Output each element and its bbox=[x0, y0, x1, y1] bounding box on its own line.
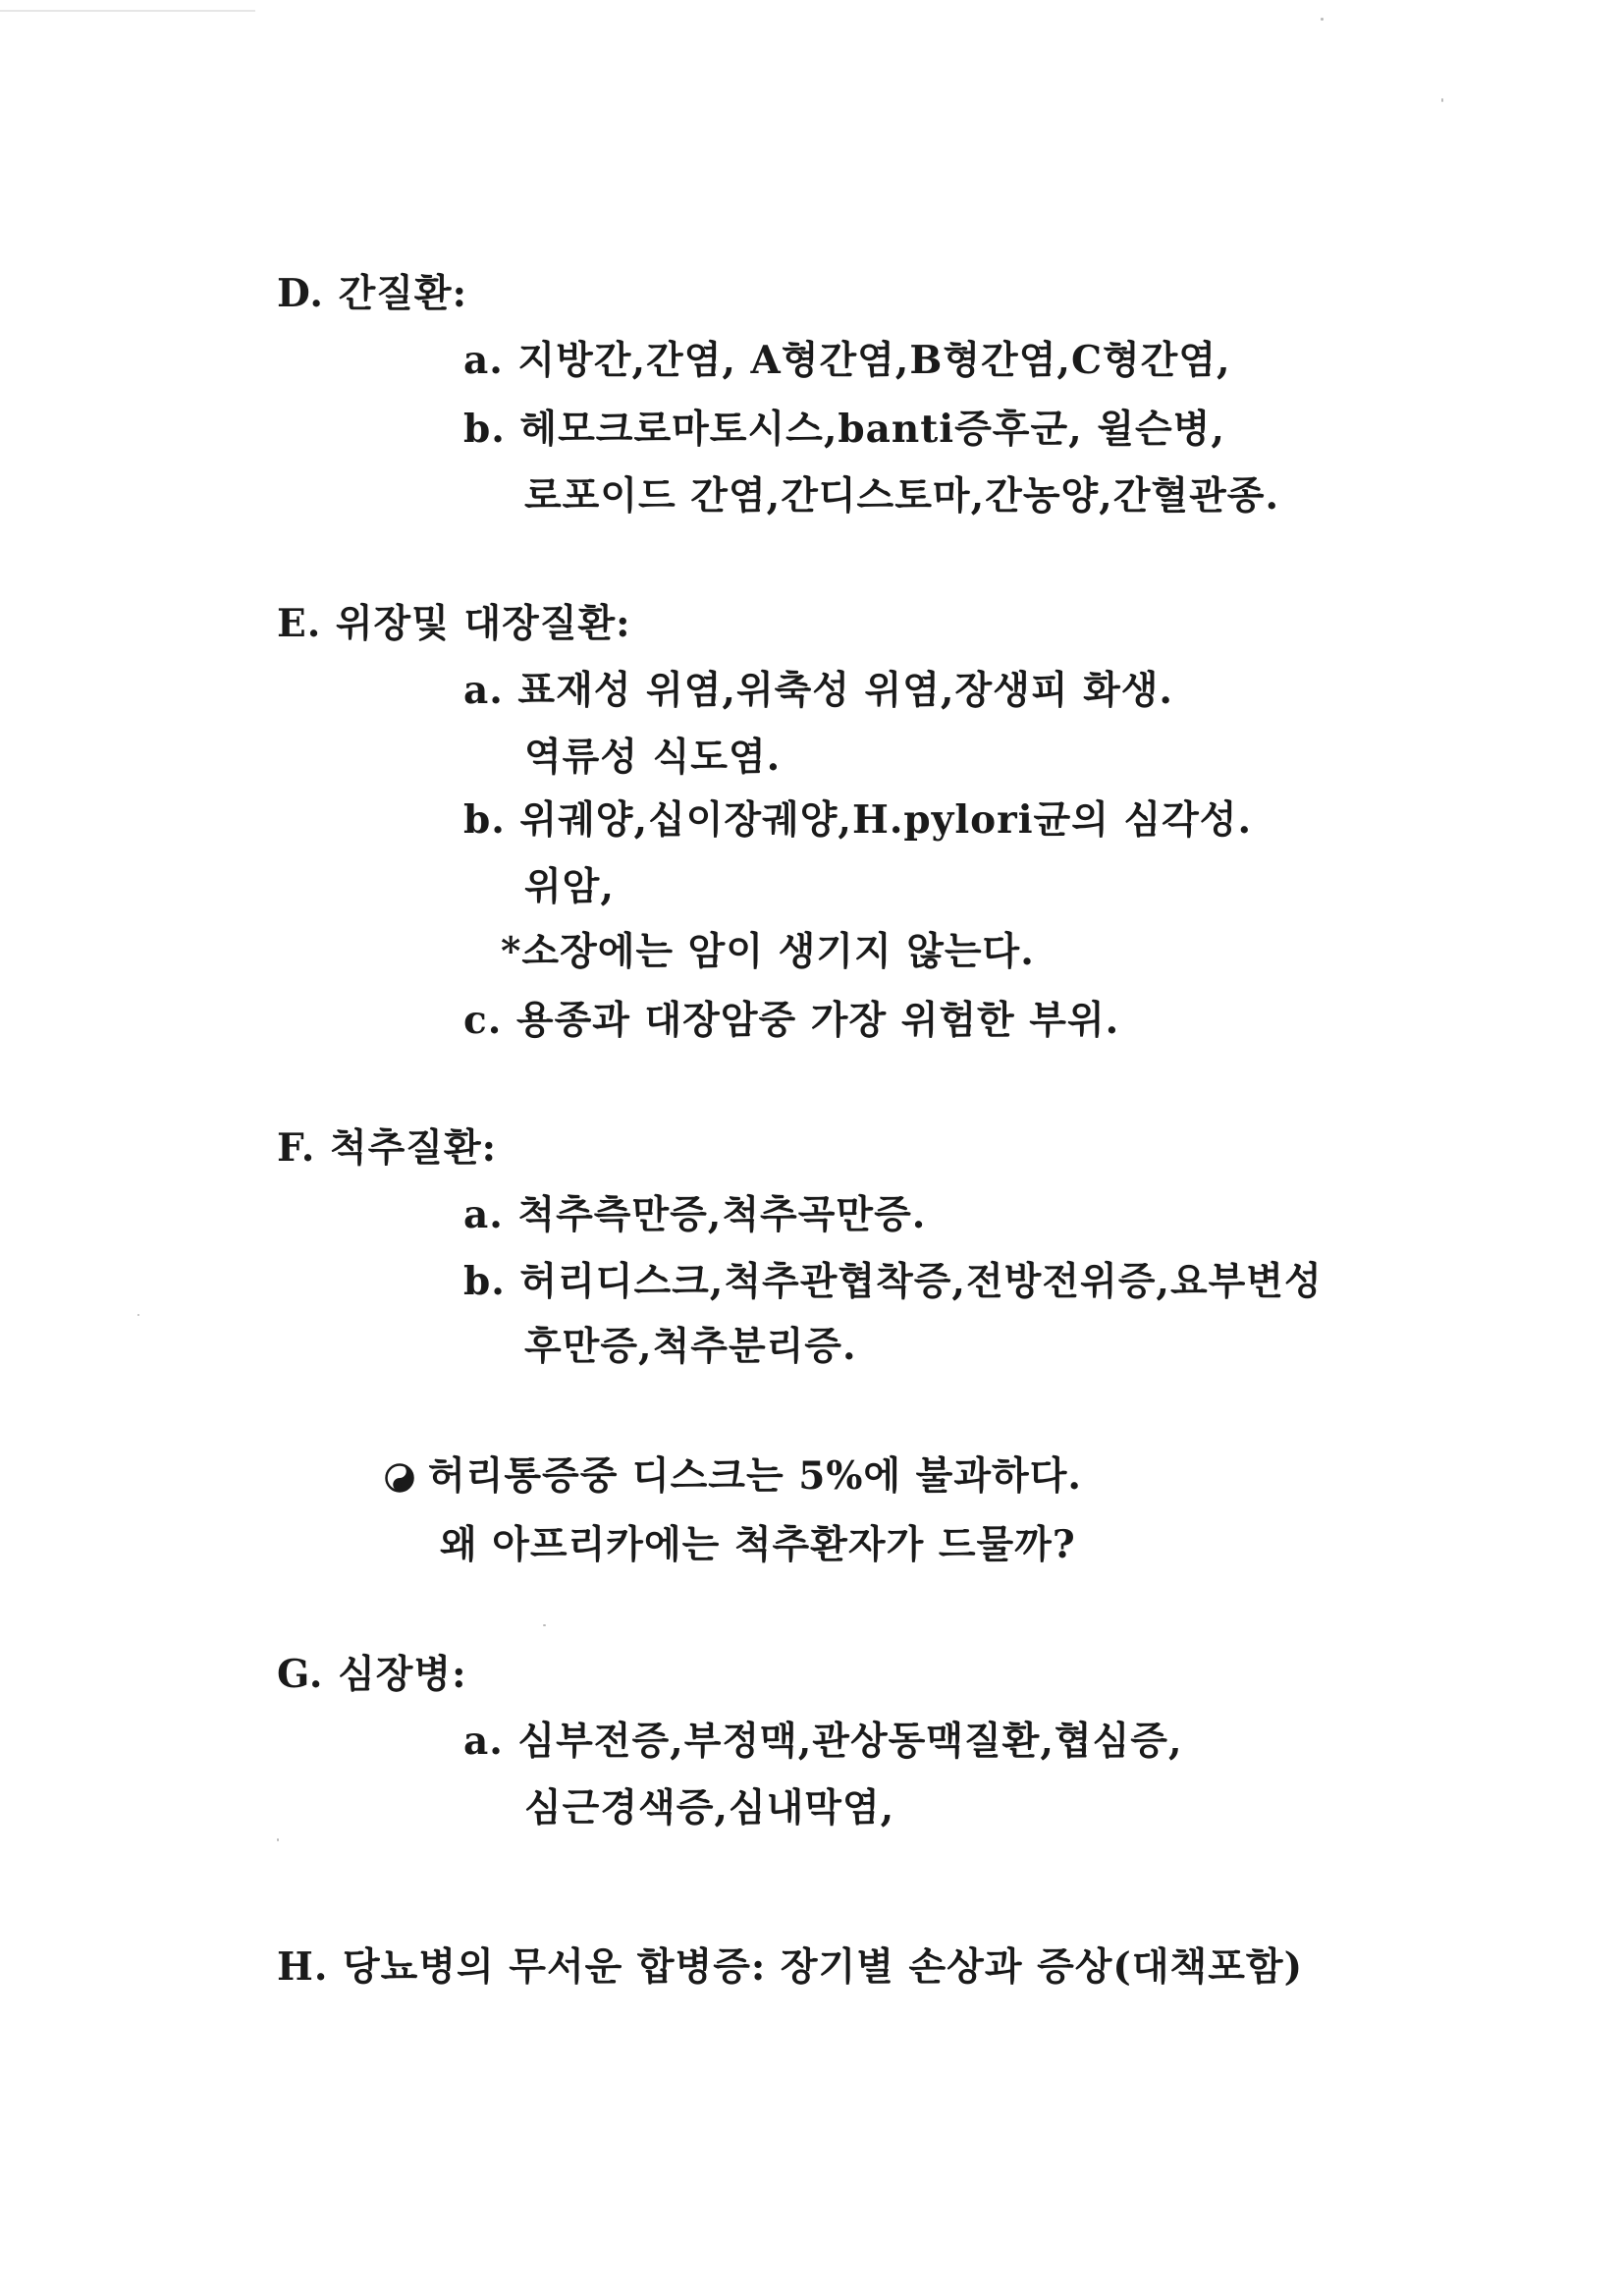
scan-speck bbox=[137, 1314, 139, 1316]
scan-speck bbox=[277, 1838, 279, 1841]
section-e-item-c: c. 용종과 대장암중 가장 위험한 부위. bbox=[463, 998, 1120, 1043]
callout-line-1 bbox=[385, 1449, 1082, 1503]
section-d-item-b: b. 헤모크로마토시스,banti증후군, 윌슨병, bbox=[463, 407, 1225, 452]
section-f-item-b: b. 허리디스크,척추관협착증,전방전위증,요부변성 bbox=[463, 1259, 1323, 1304]
callout-line-2: 왜 아프리카에는 척추환자가 드물까? bbox=[440, 1522, 1076, 1567]
section-g-heading: G. 심장병: bbox=[277, 1652, 467, 1697]
scan-speck bbox=[1321, 18, 1324, 21]
scan-speck bbox=[1441, 98, 1443, 102]
section-d-item-a: a. 지방간,간염, A형간염,B형간염,C형간염, bbox=[463, 338, 1231, 383]
section-g-item-a: a. 심부전증,부정맥,관상동맥질환,협심증, bbox=[463, 1719, 1183, 1764]
section-f-item-b-continuation: 후만증,척추분리증. bbox=[524, 1324, 857, 1369]
section-d-item-b-continuation: 로포이드 간염,간디스토마,간농양,간혈관종. bbox=[524, 473, 1280, 519]
section-e-item-a: a. 표재성 위염,위축성 위염,장생피 화생. bbox=[463, 668, 1174, 713]
callout-text-1: 허리통증중 디스크는 5%에 불과하다. bbox=[428, 1453, 1082, 1499]
section-g-item-a-continuation: 심근경색증,심내막염, bbox=[524, 1785, 895, 1831]
section-f-item-a: a. 척추측만증,척추곡만증. bbox=[463, 1192, 927, 1237]
scan-edge-mark bbox=[0, 10, 255, 12]
yin-yang-icon bbox=[385, 1463, 414, 1493]
section-e-item-b-continuation: 위암, bbox=[524, 864, 615, 909]
section-e-item-b: b. 위궤양,십이장궤양,H.pylori균의 심각성. bbox=[463, 797, 1253, 843]
section-e-heading: E. 위장및 대장질환: bbox=[277, 601, 631, 646]
section-e-note: *소장에는 암이 생기지 않는다. bbox=[501, 929, 1035, 974]
section-e-item-a-continuation: 역류성 식도염. bbox=[524, 735, 782, 780]
section-f-heading: F. 척추질환: bbox=[277, 1125, 498, 1171]
scan-speck bbox=[543, 1624, 546, 1626]
section-d-heading: D. 간질환: bbox=[277, 271, 468, 316]
section-h-heading: H. 당뇨병의 무서운 합병증: 장기별 손상과 증상(대책포함) bbox=[277, 1944, 1304, 1990]
